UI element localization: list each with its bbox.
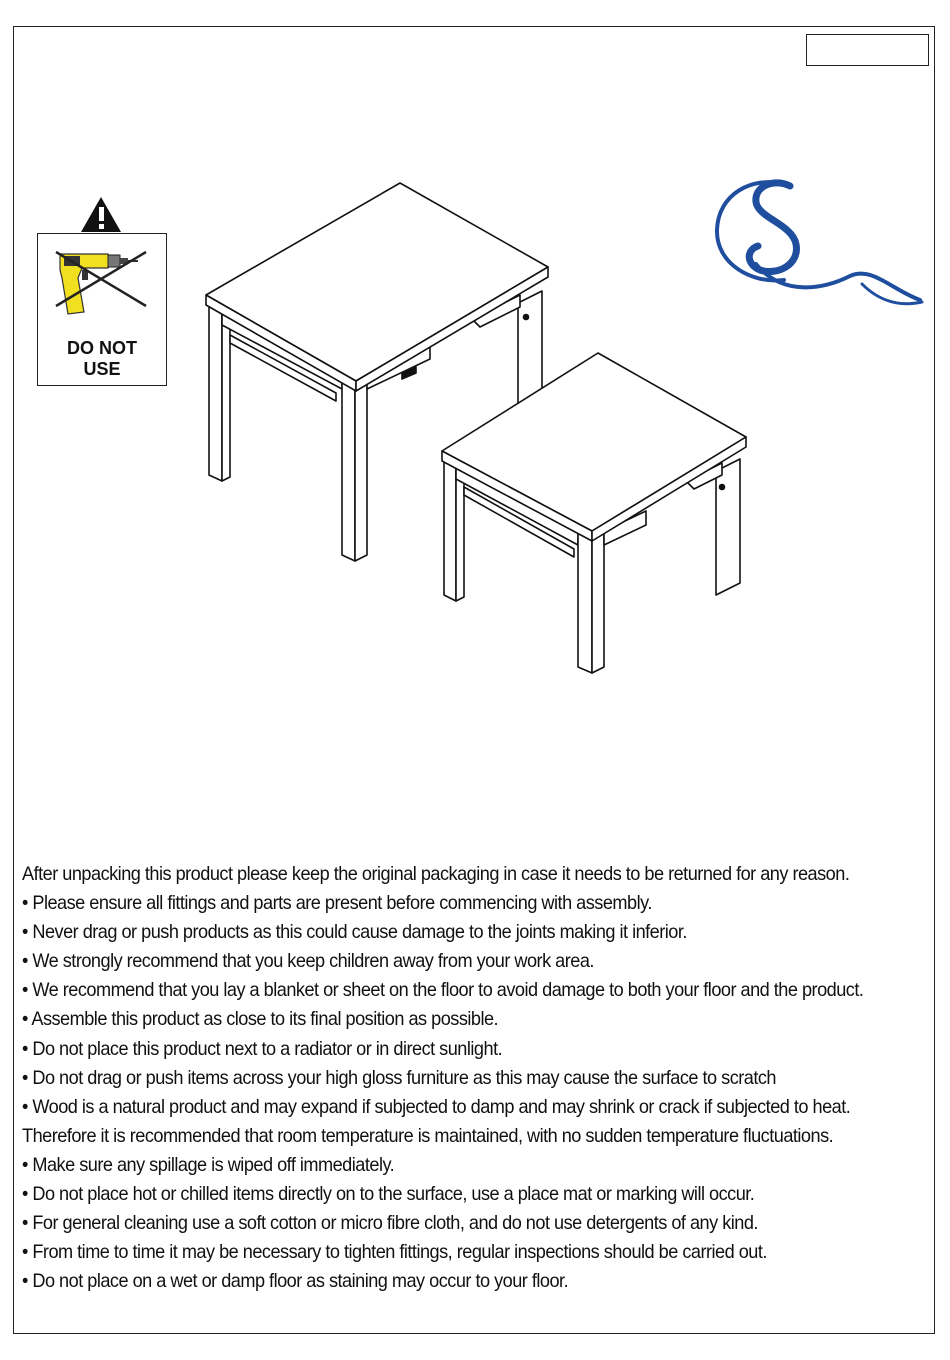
note-line: Therefore it is recommended that room temperature is maintained, with no sudden temperature fluctuations. (22, 1124, 834, 1147)
care-instructions (22, 860, 870, 1296)
note-line: • Assemble this product as close to its final position as possible. (22, 1008, 499, 1031)
note-line: • Do not place hot or chilled items directly on to the surface, use a place mat or marking will occur. (22, 1183, 755, 1206)
warning-line-1: DO NOT (67, 338, 137, 358)
do-not-use-warning (37, 195, 167, 386)
note-line: • We recommend that you lay a blanket or sheet on the floor to avoid damage to both your floor and the product. (22, 979, 864, 1002)
small-table (442, 353, 746, 673)
note-line: • Do not place this product next to a radiator or in direct sunlight. (22, 1037, 503, 1060)
large-table (206, 183, 548, 561)
warning-panel (37, 233, 167, 386)
drill-prohibited-icon (38, 234, 165, 334)
note-line: • Do not place on a wet or damp floor as staining may occur to your floor. (22, 1270, 569, 1293)
note-line: After unpacking this product please keep the original packaging in case it needs to be returned for any reason. (22, 863, 850, 885)
product-code-box (806, 34, 929, 66)
note-line: • Make sure any spillage is wiped off immediately. (22, 1153, 395, 1176)
nest-of-two-tables-drawing (190, 175, 760, 685)
note-line: • From time to time it may be necessary to tighten fittings, regular inspections should be carried out. (22, 1241, 767, 1264)
note-line: • Wood is a natural product and may expand if subjected to damp and may shrink or crack if subjected to heat. (22, 1095, 851, 1118)
note-line: • Do not drag or push items across your high gloss furniture as this may cause the surface to scratch (22, 1066, 777, 1089)
note-line: • We strongly recommend that you keep children away from your work area. (22, 950, 594, 973)
note-line: • Please ensure all fittings and parts are present before commencing with assembly. (22, 892, 652, 915)
note-line: • Never drag or push products as this could cause damage to the joints making it inferior. (22, 921, 687, 944)
warning-line-2: USE (83, 359, 121, 379)
note-line: • For general cleaning use a soft cotton or micro fibre cloth, and do not use detergents of any kind. (22, 1212, 758, 1235)
warning-label (38, 338, 166, 380)
